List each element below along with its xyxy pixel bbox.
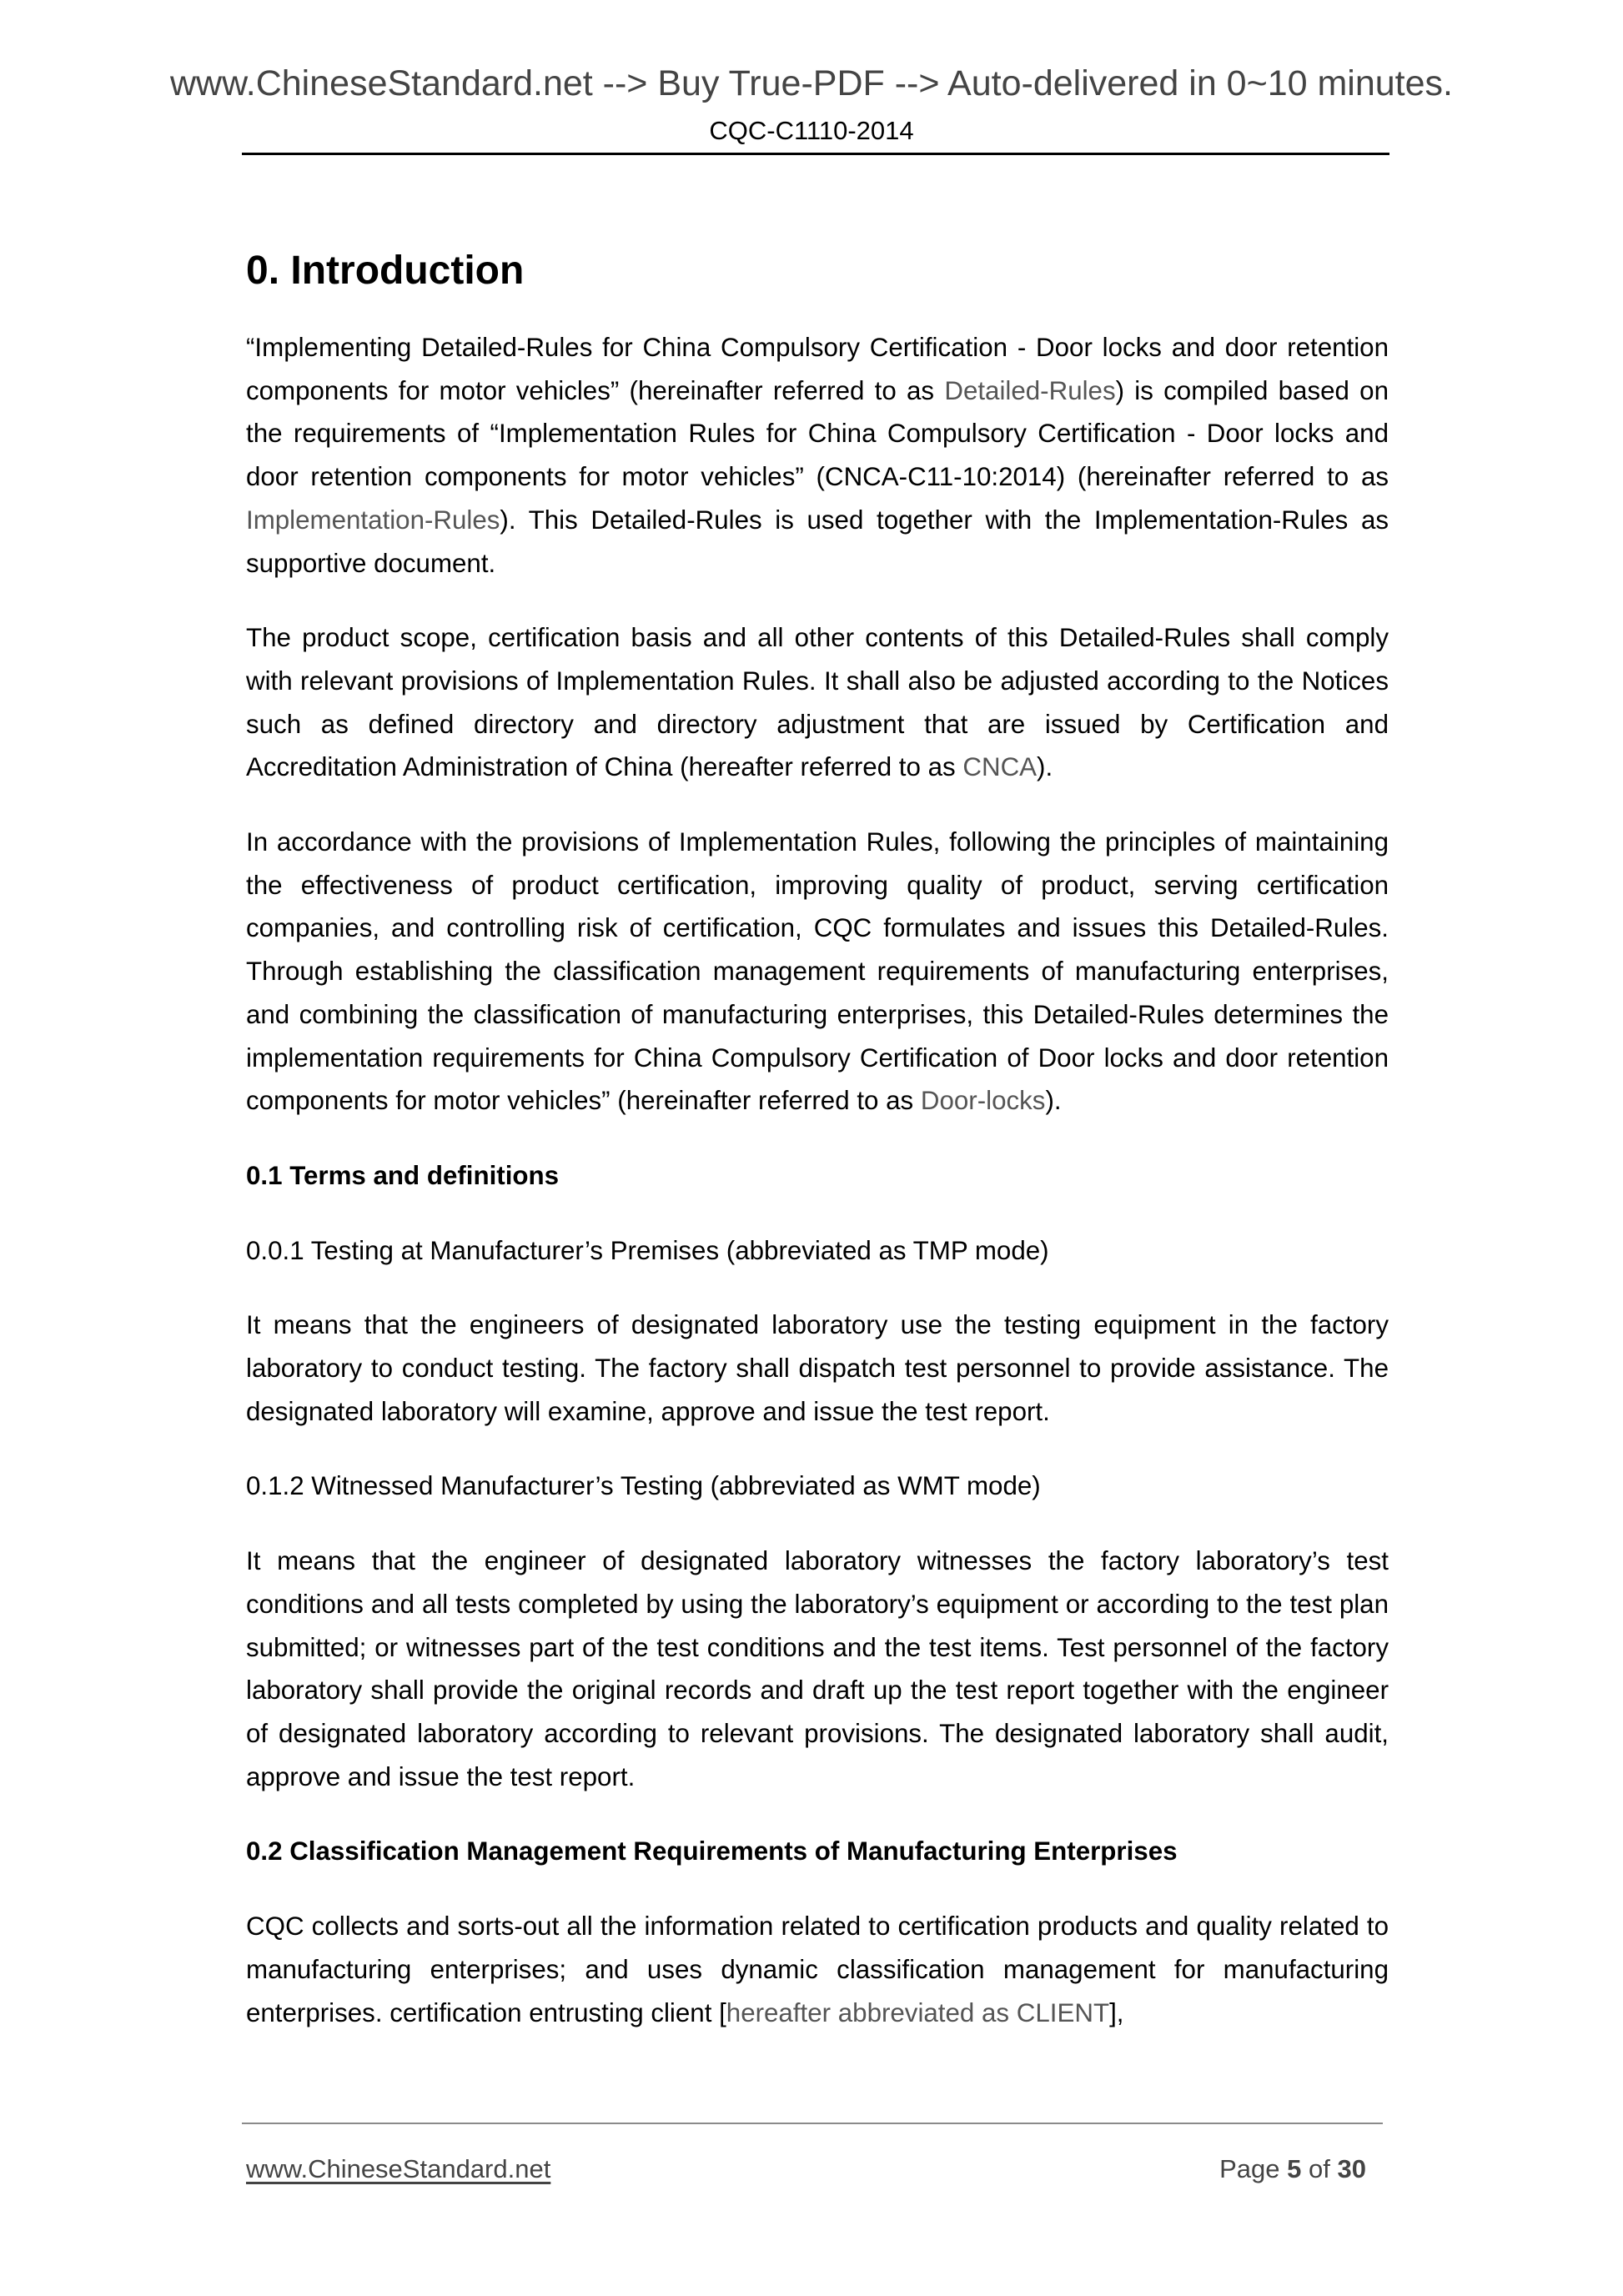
- terms-heading: 0.1 Terms and definitions: [246, 1160, 560, 1190]
- text: ). This Detailed-Rules is used together with the Implementation-Rules as supportive document.: [246, 505, 1389, 578]
- classification-paragraph: [246, 1905, 1389, 2034]
- text: ],: [1109, 1997, 1124, 2027]
- section-title: 0. Introduction: [246, 249, 525, 293]
- current-page: 5: [1287, 2154, 1302, 2183]
- term-door-locks: Door-locks: [920, 1086, 1046, 1116]
- text: The product scope, certification basis and all other contents of this Detailed-Rules shall comply with relevant provisions of Implementation Rules. It shall also be adjusted according to the Notices such as defined directory and directory adjustment that are issued by Certification and Accreditation Administration of China (hereafter referred to as: [246, 623, 1389, 782]
- term-detailed-rules: Detailed-Rules: [944, 375, 1116, 405]
- text: ).: [1037, 752, 1053, 782]
- classification-heading: 0.2 Classification Management Requirements of Manufacturing Enterprises: [246, 1836, 1178, 1866]
- term-tmp-body: It means that the engineers of designated laboratory use the testing equipment in the factory laboratory to conduct testing. The factory shall dispatch test personnel to provide assistance. The designated laboratory will examine, approve and issue the test report.: [246, 1310, 1389, 1426]
- text: CQC collects and sorts-out all the information related to certification products and quality related to manufacturing enterprises; and uses dynamic classification management for manufacturing enterprises. certification entrusting client [: [246, 1912, 1389, 2027]
- intro-paragraph-3: [246, 821, 1389, 1123]
- term-wmt-title: 0.1.2 Witnessed Manufacturer’s Testing (abbreviated as WMT mode): [246, 1471, 1041, 1501]
- footer-divider: [242, 2123, 1383, 2124]
- term-implementation-rules: Implementation-Rules: [246, 505, 500, 535]
- text: “Implementing Detailed-Rules for China Compulsory Certification - Door locks and door retention components for motor vehicles” (hereinafter referred to as: [246, 333, 1389, 405]
- text: ) is compiled based on the requirements of “Implementation Rules for China Compulsory Certification - Door locks and door retention components for motor vehicles” (CNCA-C11-10:2014) (hereinafter referred to as: [246, 375, 1389, 492]
- footer-website-link[interactable]: www.ChineseStandard.net: [246, 2154, 551, 2183]
- text: ).: [1045, 1086, 1062, 1116]
- page-body: [246, 242, 1389, 2066]
- document-number: CQC-C1110-2014: [709, 116, 914, 145]
- page-of-label: of: [1309, 2154, 1330, 2183]
- term-tmp-title: 0.0.1 Testing at Manufacturer’s Premises (abbreviated as TMP mode): [246, 1235, 1049, 1265]
- term-client: hereafter abbreviated as CLIENT: [726, 1997, 1110, 2027]
- intro-paragraph-1: [246, 326, 1389, 585]
- term-wmt-body: It means that the engineer of designated laboratory witnesses the factory laboratory’s test conditions and all tests completed by using the laboratory’s equipment or according to the test plan submitted; or witnesses part of the test conditions and the test items. Test personnel of the factory laboratory shall provide the original records and draft up the test report together with the engineer of designated laboratory according to relevant provisions. The designated laboratory shall audit, approve and issue the test report.: [246, 1546, 1389, 1791]
- header-banner: www.ChineseStandard.net --> Buy True-PDF --> Auto-delivered in 0~10 minutes.: [169, 63, 1453, 103]
- page-number: [1219, 2154, 1366, 2184]
- text: In accordance with the provisions of Implementation Rules, following the principles of maintaining the effectiveness of product certification, improving quality of product, serving certification companies, and controlling risk of certification, CQC formulates and issues this Detailed-Rules. Through establishing the classification management requirements of manufacturing enterprises, and combining the classification of manufacturing enterprises, this Detailed-Rules determines the implementation requirements for China Compulsory Certification of Door locks and door retention components for motor vehicles” (hereinafter referred to as: [246, 827, 1389, 1116]
- header-divider: [242, 153, 1389, 155]
- term-cnca: CNCA: [962, 752, 1038, 782]
- page-label: Page: [1219, 2154, 1280, 2183]
- intro-paragraph-2: [246, 616, 1389, 789]
- total-pages: 30: [1337, 2154, 1366, 2183]
